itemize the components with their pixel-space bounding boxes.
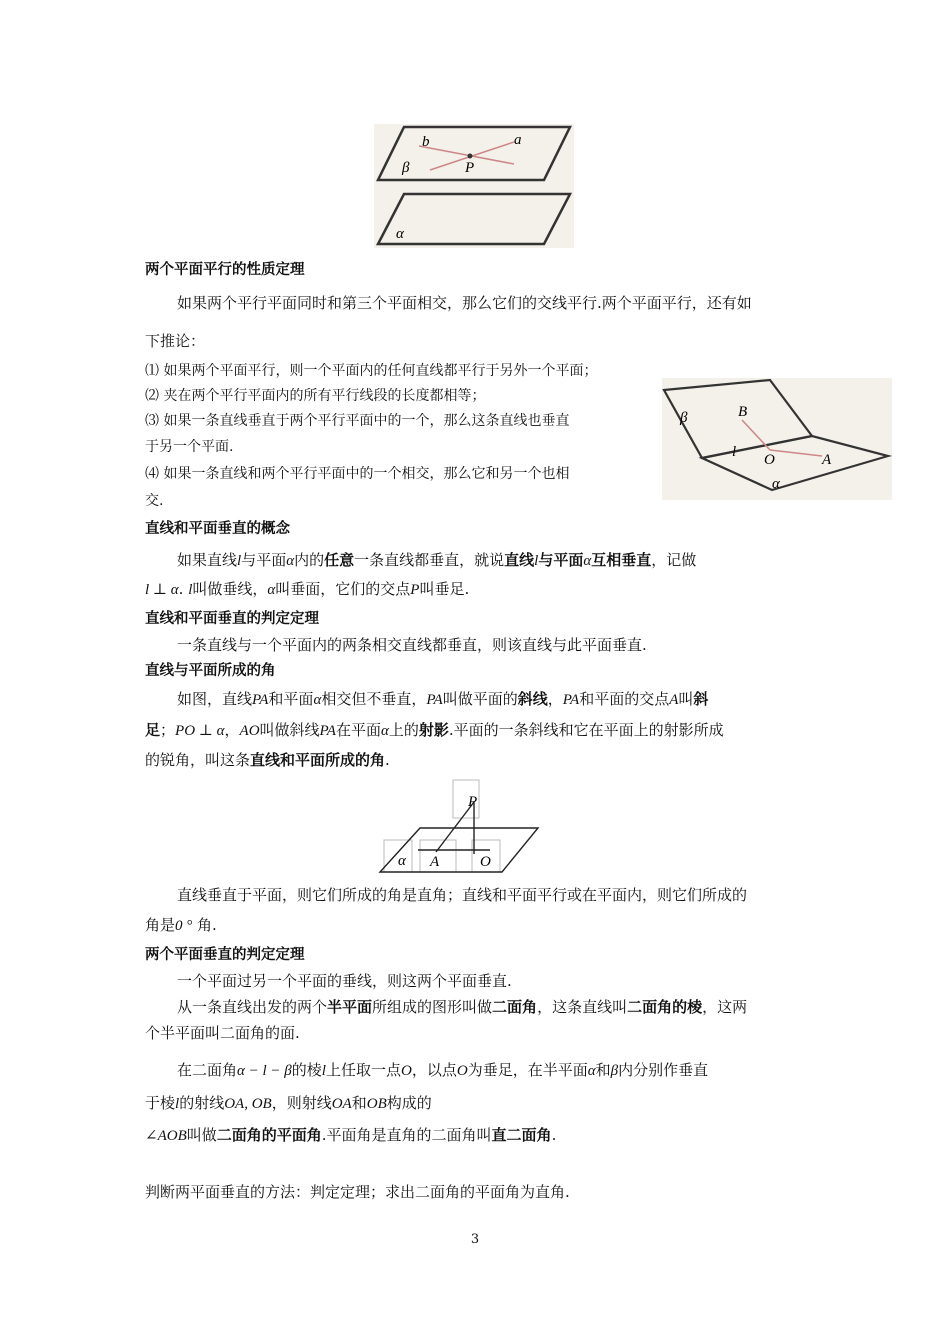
parallel-planes-figure <box>374 124 574 248</box>
a-label: A <box>430 854 440 870</box>
text: 的射线 <box>179 1094 225 1112</box>
heading-perp-concept: 直线和平面垂直的概念 <box>145 521 290 537</box>
bold-text: 半平面 <box>327 998 373 1016</box>
text: . <box>178 580 189 598</box>
math: α <box>587 1063 596 1079</box>
text: 如图，直线 <box>177 690 253 708</box>
paragraph-line <box>145 1092 432 1115</box>
text: ，这条直线叫 <box>537 998 628 1016</box>
text: .平面角是直角的二面角叫 <box>321 1126 492 1144</box>
math: OA <box>331 1096 352 1112</box>
math: α − l − β <box>237 1063 292 1079</box>
math: PA <box>252 692 269 708</box>
text: 叫垂面，它们的交点 <box>275 580 411 598</box>
math: O <box>400 1063 412 1079</box>
paragraph: 个半平面叫二面角的面. <box>145 1024 300 1042</box>
text: 从一条直线出发的两个 <box>177 998 328 1016</box>
page-number: 3 <box>470 1232 480 1247</box>
text: 内的 <box>294 551 325 569</box>
text: 叫垂足. <box>419 580 470 598</box>
math: PA <box>426 692 443 708</box>
math: β <box>610 1063 619 1079</box>
paragraph: 直线垂直于平面，则它们所成的角是直角；直线和平面平行或在平面内，则它们所成的 <box>177 886 748 904</box>
math: α <box>286 553 295 569</box>
bold-text: 二面角的棱 <box>627 998 703 1016</box>
math: α <box>380 723 389 739</box>
math: PA <box>562 692 580 708</box>
a-label: A <box>822 452 832 468</box>
list-item: ⑴ 如果两个平面平行，则一个平面内的任何直线都平行于另外一个平面； <box>145 363 598 379</box>
bold-text: 斜 <box>693 690 709 708</box>
dihedral-diagram <box>662 378 892 500</box>
paragraph: 一条直线与一个平面内的两条相交直线都垂直，则该直线与此平面垂直. <box>177 636 647 654</box>
b-label: B <box>738 404 748 420</box>
oblique-line-diagram <box>378 778 542 876</box>
beta-label: β <box>680 410 688 426</box>
text: 和平面的交点 <box>579 690 670 708</box>
text: 在二面角 <box>177 1061 238 1079</box>
text: ； <box>160 721 176 739</box>
paragraph-line <box>177 549 696 572</box>
text: 叫做垂线， <box>192 580 268 598</box>
p-label: P <box>468 794 478 810</box>
paragraph-line <box>177 688 708 711</box>
text: 与平面 <box>241 551 287 569</box>
paragraph: 一个平面过另一个平面的垂线，则这两个平面垂直. <box>177 972 512 990</box>
paragraph-line <box>177 1059 708 1082</box>
math: l <box>321 1063 326 1079</box>
text: 上任取一点 <box>325 1061 401 1079</box>
paragraph: 判断两平面垂直的方法：判定定理；求出二面角的平面角为直角. <box>145 1183 570 1201</box>
paragraph: 下推论： <box>145 332 206 350</box>
list-item: ⑶ 如果一条直线垂直于两个平行平面中的一个，那么这条直线也垂直 <box>145 413 570 429</box>
math: α <box>583 553 592 569</box>
alpha-label: α <box>398 853 406 869</box>
math: PA <box>319 723 336 739</box>
math: ∠AOB <box>145 1128 187 1144</box>
text: 和 <box>595 1061 611 1079</box>
text: ，则射线 <box>271 1094 332 1112</box>
math: l <box>534 553 539 569</box>
text: 叫做斜线 <box>259 721 320 739</box>
bold-text: 任意 <box>324 551 355 569</box>
paragraph-line <box>145 914 217 937</box>
bold-text: 射影 <box>418 721 449 739</box>
text: 叫做 <box>186 1126 217 1144</box>
text: 角是 <box>145 916 176 934</box>
bold-text: 斜线 <box>517 690 548 708</box>
text: 叫做平面的 <box>442 690 518 708</box>
list-item: 于另一个平面. <box>145 439 234 455</box>
l-label: l <box>732 444 737 460</box>
paragraph: 如果两个平行平面同时和第三个平面相交，那么它们的交线平行.两个平面平行，还有如 <box>177 294 752 312</box>
math: OB <box>366 1096 387 1112</box>
math: α <box>267 582 276 598</box>
o-label: O <box>480 854 491 870</box>
bold-text: 足 <box>145 721 161 739</box>
heading-plane-perp: 两个平面垂直的判定定理 <box>145 947 305 963</box>
text: 和 <box>351 1094 367 1112</box>
text: 如果直线 <box>177 551 238 569</box>
text: 的棱 <box>291 1061 322 1079</box>
bold-text: 二面角 <box>492 998 538 1016</box>
bold-text: 直线和平面所成的角 <box>250 751 386 769</box>
paragraph-line <box>145 749 390 771</box>
text: .平面的一条斜线和它在平面上的射影所成 <box>448 721 724 739</box>
math: P <box>410 582 420 598</box>
text: ，记做 <box>651 551 697 569</box>
math: α <box>313 692 322 708</box>
heading-parallel-property: 两个平面平行的性质定理 <box>145 262 305 278</box>
heading-perp-theorem: 直线和平面垂直的判定定理 <box>145 611 319 627</box>
math: OA, OB <box>224 1096 272 1112</box>
text: 于棱 <box>145 1094 176 1112</box>
paragraph-line <box>145 1124 556 1147</box>
text: 和平面 <box>268 690 314 708</box>
text: 在平面 <box>335 721 381 739</box>
beta-label: β <box>402 160 410 176</box>
dihedral-figure <box>662 378 892 500</box>
text: 一条直线都垂直，就说 <box>354 551 505 569</box>
math: PO ⊥ α <box>175 723 225 739</box>
math: 0 ° <box>175 918 193 934</box>
text: . <box>551 1126 557 1144</box>
bold-text: 互相垂直 <box>591 551 652 569</box>
text: 叫 <box>678 690 694 708</box>
text: 所组成的图形叫做 <box>372 998 493 1016</box>
bold-text: 直二面角 <box>491 1126 552 1144</box>
oblique-line-figure <box>378 778 542 876</box>
text: 构成的 <box>386 1094 432 1112</box>
bold-text: 直线 <box>504 551 535 569</box>
text: ， <box>224 721 240 739</box>
paragraph-line <box>145 578 469 601</box>
alpha-label: α <box>396 226 404 242</box>
heading-angle: 直线与平面所成的角 <box>145 663 276 679</box>
bold-text: 二面角的平面角 <box>216 1126 322 1144</box>
text: . <box>385 751 390 769</box>
math: l <box>188 582 193 598</box>
text: 为垂足，在半平面 <box>467 1061 588 1079</box>
text: 的锐角，叫这条 <box>145 751 251 769</box>
text: ， <box>547 690 563 708</box>
list-item: 交. <box>145 493 164 509</box>
alpha-label: α <box>772 476 780 492</box>
p-label: P <box>465 160 475 176</box>
list-item: ⑵ 夹在两个平行平面内的所有平行线段的长度都相等； <box>145 388 486 404</box>
b-label: b <box>422 134 430 150</box>
paragraph-line <box>145 719 724 742</box>
text: 上的 <box>388 721 419 739</box>
math: O <box>456 1063 468 1079</box>
math: l <box>237 553 242 569</box>
math: l ⊥ α <box>145 582 179 598</box>
o-label: O <box>764 452 775 468</box>
math: A <box>669 692 679 708</box>
paragraph-line <box>177 996 747 1018</box>
math: l <box>175 1096 180 1112</box>
text: 相交但不垂直， <box>321 690 427 708</box>
math: AO <box>239 723 260 739</box>
parallel-planes-diagram <box>374 124 574 248</box>
list-item: ⑷ 如果一条直线和两个平行平面中的一个相交，那么它和另一个也相 <box>145 466 570 482</box>
text: ，以点 <box>411 1061 457 1079</box>
text: 角. <box>192 916 217 934</box>
text: ，这两 <box>702 998 748 1016</box>
bold-text: 与平面 <box>538 551 584 569</box>
text: 内分别作垂直 <box>618 1061 709 1079</box>
a-label: a <box>514 132 522 148</box>
